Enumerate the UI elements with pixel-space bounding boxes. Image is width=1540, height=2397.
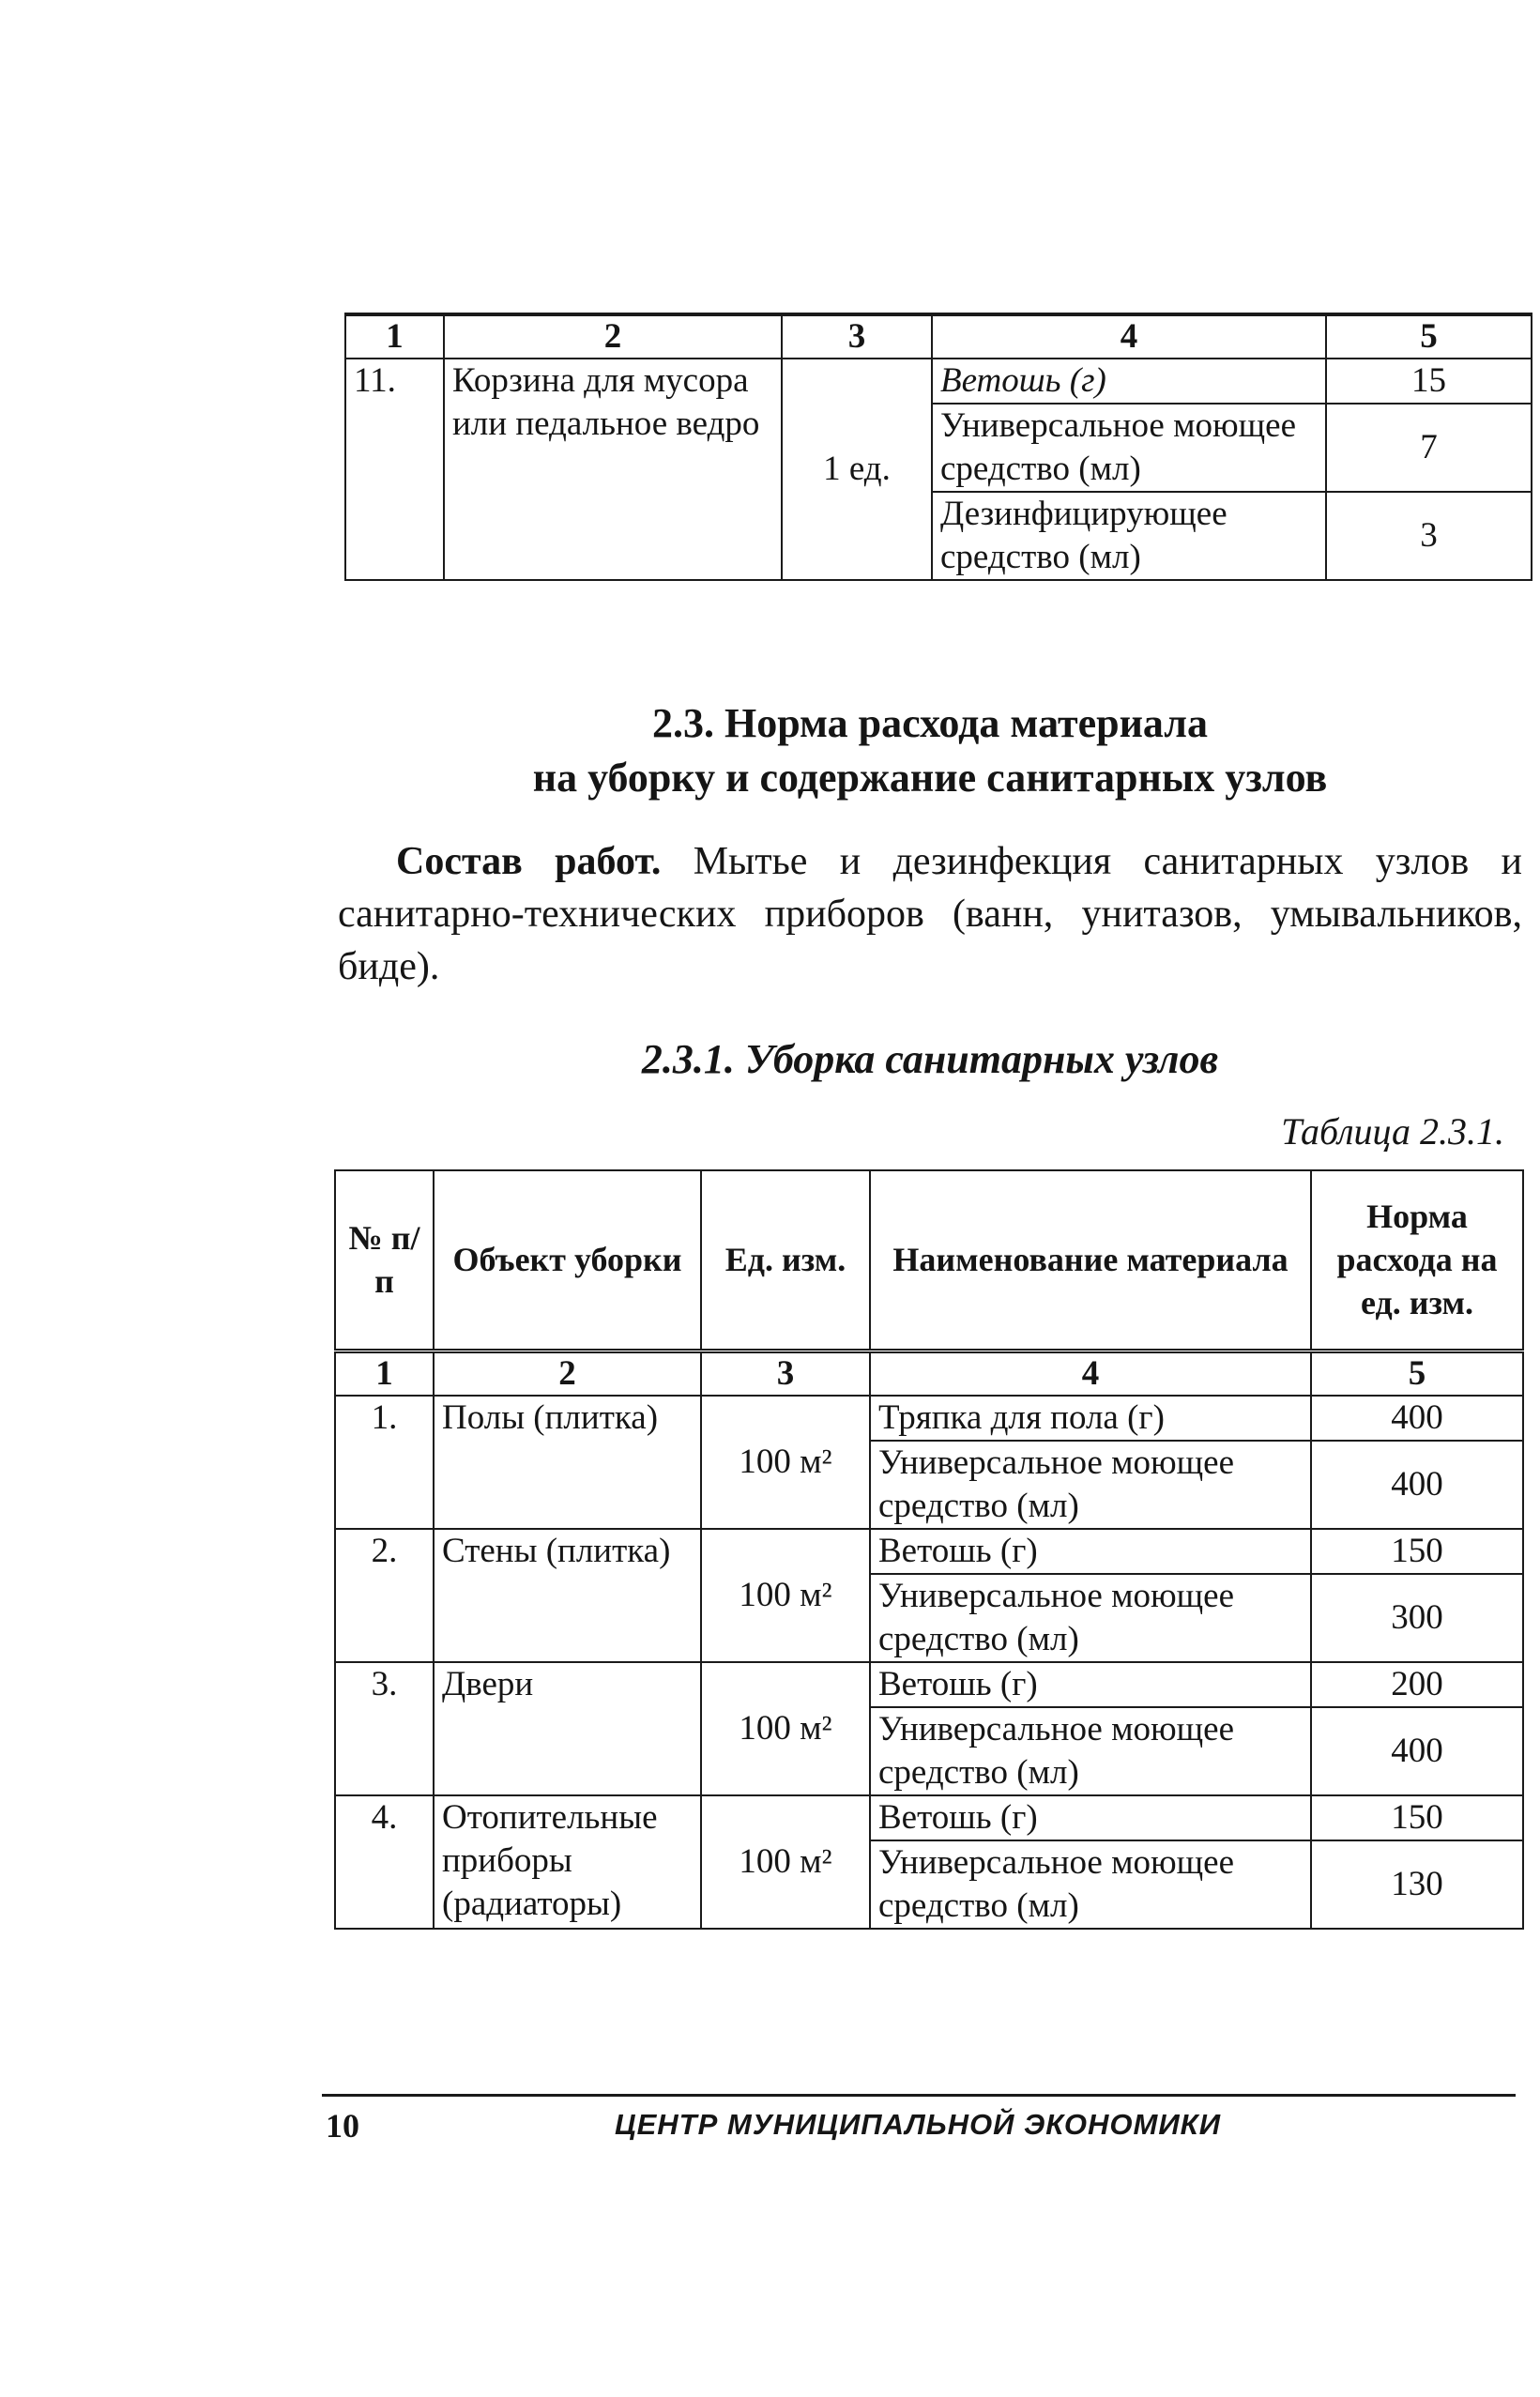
- header-cell: Наименование материала: [870, 1170, 1311, 1351]
- row-object: Отопительные приборы (радиаторы): [434, 1795, 701, 1929]
- row-number: 1.: [335, 1396, 434, 1529]
- row-number: 2.: [335, 1529, 434, 1662]
- material-norm: 150: [1311, 1795, 1523, 1840]
- table-row: [335, 1662, 1523, 1707]
- row-number: 11.: [345, 359, 444, 580]
- material-norm: 130: [1311, 1840, 1523, 1929]
- row-unit: 100 м²: [701, 1396, 870, 1529]
- material-norm: 3: [1326, 492, 1532, 580]
- footer-divider: [322, 2094, 1516, 2097]
- material-name: Универсальное моющее средство (мл): [870, 1441, 1311, 1529]
- column-numbers-row: [345, 314, 1532, 359]
- col-number: 5: [1326, 314, 1532, 359]
- table-label: Таблица 2.3.1.: [1281, 1110, 1504, 1153]
- material-name: Дезинфицирующее средство (мл): [932, 492, 1326, 580]
- header-cell: Объект уборки: [434, 1170, 701, 1351]
- col-number: 5: [1311, 1351, 1523, 1396]
- material-norm: 200: [1311, 1662, 1523, 1707]
- material-norm: 15: [1326, 359, 1532, 404]
- section-title-line1: 2.3. Норма расхода материала: [651, 700, 1208, 746]
- paragraph-text: Мытье и дезинфекция санитарных узлов и санитарно-технических приборов (ванн, унитазов, умывальников, биде).: [338, 840, 1522, 988]
- footer-title: ЦЕНТР МУНИЦИПАЛЬНОЙ ЭКОНОМИКИ: [615, 2108, 1222, 2141]
- page-number: 10: [326, 2107, 359, 2145]
- continued-table: [344, 313, 1532, 581]
- material-name: Ветошь (г): [870, 1662, 1311, 1707]
- material-norm: 7: [1326, 404, 1532, 492]
- row-number: 3.: [335, 1662, 434, 1795]
- subsection-title: 2.3.1. Уборка санитарных узлов: [641, 1036, 1219, 1082]
- table-header-row: [335, 1170, 1523, 1351]
- paragraph-lead: Состав работ.: [396, 840, 662, 883]
- col-number: 2: [444, 314, 782, 359]
- table-row: [345, 359, 1532, 404]
- header-cell: Норма расхода на ед. изм.: [1311, 1170, 1523, 1351]
- material-name: Ветошь (г): [870, 1529, 1311, 1574]
- row-unit: 100 м²: [701, 1662, 870, 1795]
- col-number: 1: [345, 314, 444, 359]
- material-norm: 400: [1311, 1396, 1523, 1441]
- table-row: [335, 1396, 1523, 1441]
- material-name: Универсальное моющее средство (мл): [870, 1840, 1311, 1929]
- material-norm: 150: [1311, 1529, 1523, 1574]
- row-unit: 100 м²: [701, 1795, 870, 1929]
- material-name: Ветошь (г): [932, 359, 1326, 404]
- header-cell: № п/п: [335, 1170, 434, 1351]
- row-unit: 1 ед.: [782, 359, 932, 580]
- material-norm: 400: [1311, 1441, 1523, 1529]
- row-object: Двери: [434, 1662, 701, 1795]
- section-paragraph: [338, 835, 1522, 993]
- section-title-line2: на уборку и содержание санитарных узлов: [532, 755, 1328, 801]
- header-cell: Ед. изм.: [701, 1170, 870, 1351]
- row-object: Стены (плитка): [434, 1529, 701, 1662]
- table-row: [335, 1529, 1523, 1574]
- col-number: 3: [701, 1351, 870, 1396]
- col-number: 4: [870, 1351, 1311, 1396]
- material-norm: 300: [1311, 1574, 1523, 1662]
- col-number: 1: [335, 1351, 434, 1396]
- material-name: Универсальное моющее средство (мл): [870, 1574, 1311, 1662]
- material-name: Ветошь (г): [870, 1795, 1311, 1840]
- col-number: 3: [782, 314, 932, 359]
- row-object: Корзина для мусора или педальное ведро: [444, 359, 782, 580]
- col-number: 4: [932, 314, 1326, 359]
- row-object: Полы (плитка): [434, 1396, 701, 1529]
- material-name: Универсальное моющее средство (мл): [870, 1707, 1311, 1795]
- material-norm: 400: [1311, 1707, 1523, 1795]
- row-unit: 100 м²: [701, 1529, 870, 1662]
- material-name: Универсальное моющее средство (мл): [932, 404, 1326, 492]
- row-number: 4.: [335, 1795, 434, 1929]
- col-number: 2: [434, 1351, 701, 1396]
- column-numbers-row: [335, 1351, 1523, 1396]
- material-name: Тряпка для пола (г): [870, 1396, 1311, 1441]
- main-table: [334, 1169, 1524, 1930]
- table-row: [335, 1795, 1523, 1840]
